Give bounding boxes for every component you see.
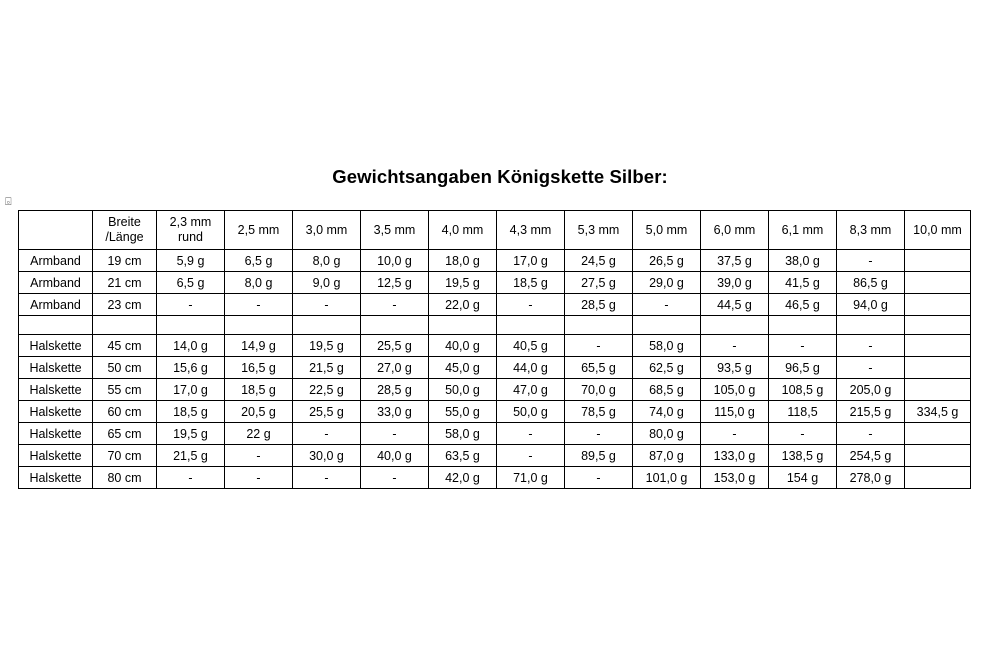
cell: 50,0 g [429,379,497,401]
cell: - [837,250,905,272]
header-col-12 [905,211,971,250]
cell: 22 g [225,423,293,445]
header-size-label [93,211,157,250]
header-col-11-line1: 8,3 mm [849,222,892,237]
cell: 19,5 g [157,423,225,445]
cell: 153,0 g [701,467,769,489]
cell: 44,0 g [497,357,565,379]
row-size: 45 cm [93,335,157,357]
cell: 105,0 g [701,379,769,401]
row-size: 23 cm [93,294,157,316]
header-col-12-line1: 10,0 mm [913,222,962,237]
cell: 101,0 g [633,467,701,489]
table-row [19,445,971,467]
cell: 47,0 g [497,379,565,401]
cell: 18,5 g [157,401,225,423]
cell [905,294,971,316]
table-row [19,379,971,401]
cell [361,316,429,335]
cell: 94,0 g [837,294,905,316]
cell: 71,0 g [497,467,565,489]
header-col-4 [361,211,429,250]
header-col-3 [293,211,361,250]
header-col-7 [565,211,633,250]
header-col-1-line1: 2,3 mm [169,215,212,229]
cell: 6,5 g [157,272,225,294]
cell [905,467,971,489]
row-type: Armband [19,272,93,294]
header-col-7-line1: 5,3 mm [577,222,620,237]
header-col-10 [769,211,837,250]
header-col-2 [225,211,293,250]
cell [225,316,293,335]
cell: - [769,423,837,445]
cell: 26,5 g [633,250,701,272]
cell: 93,5 g [701,357,769,379]
cell [905,335,971,357]
cell: 40,5 g [497,335,565,357]
header-col-10-line1: 6,1 mm [781,222,824,237]
header-col-11 [837,211,905,250]
cell: 70,0 g [565,379,633,401]
cell: 21,5 g [293,357,361,379]
row-type: Halskette [19,335,93,357]
cell: 278,0 g [837,467,905,489]
row-size: 60 cm [93,401,157,423]
cell: - [225,294,293,316]
cell: 17,0 g [497,250,565,272]
header-col-3-line1: 3,0 mm [305,222,348,237]
table-row [19,401,971,423]
cell: 254,5 g [837,445,905,467]
cell: 24,5 g [565,250,633,272]
cell: 40,0 g [429,335,497,357]
cell: 8,0 g [225,272,293,294]
cell: - [293,467,361,489]
cell: - [361,467,429,489]
header-col-6-line1: 4,3 mm [509,222,552,237]
cell: 10,0 g [361,250,429,272]
cell: 9,0 g [293,272,361,294]
cell: 40,0 g [361,445,429,467]
cell [769,316,837,335]
header-col-1-line2: rund [177,230,204,244]
cell: 45,0 g [429,357,497,379]
row-size: 50 cm [93,357,157,379]
cell [701,316,769,335]
row-type: Armband [19,294,93,316]
cell: 6,5 g [225,250,293,272]
cell: 29,0 g [633,272,701,294]
cell: 8,0 g [293,250,361,272]
cell [905,445,971,467]
row-size: 55 cm [93,379,157,401]
weights-table [18,210,971,489]
cell: 17,0 g [157,379,225,401]
table-spacer-row [19,316,971,335]
row-type: Halskette [19,379,93,401]
cell: 205,0 g [837,379,905,401]
cell: 154 g [769,467,837,489]
header-col-5-line1: 4,0 mm [441,222,484,237]
row-type: Halskette [19,467,93,489]
cell: 16,5 g [225,357,293,379]
cell: 19,5 g [429,272,497,294]
cell: 86,5 g [837,272,905,294]
cell: 28,5 g [361,379,429,401]
row-type [19,316,93,335]
cell: 58,0 g [429,423,497,445]
cell [905,423,971,445]
row-type: Halskette [19,401,93,423]
cell: 115,0 g [701,401,769,423]
cell: 138,5 g [769,445,837,467]
cell: 108,5 g [769,379,837,401]
header-size-line1: Breite [108,215,141,229]
cell: 15,6 g [157,357,225,379]
header-col-4-line1: 3,5 mm [373,222,416,237]
cell: 14,0 g [157,335,225,357]
row-size: 65 cm [93,423,157,445]
cell: - [293,294,361,316]
table-row [19,423,971,445]
cell [429,316,497,335]
cell [497,316,565,335]
cell: 96,5 g [769,357,837,379]
header-col-8-line1: 5,0 mm [645,222,688,237]
cell: 80,0 g [633,423,701,445]
cell: 18,5 g [497,272,565,294]
cell: 12,5 g [361,272,429,294]
cell [905,272,971,294]
cell: 38,0 g [769,250,837,272]
cell: 30,0 g [293,445,361,467]
row-size: 80 cm [93,467,157,489]
cell: 44,5 g [701,294,769,316]
cell: 118,5 [769,401,837,423]
cell: - [497,423,565,445]
header-size-line2: /Länge [105,230,144,244]
cell: 62,5 g [633,357,701,379]
cell: 87,0 g [633,445,701,467]
table-row [19,294,971,316]
cell [293,316,361,335]
cell: - [225,445,293,467]
table-row [19,467,971,489]
cell [905,379,971,401]
cell: 65,5 g [565,357,633,379]
header-col-1 [157,211,225,250]
cell: 58,0 g [633,335,701,357]
cell: 133,0 g [701,445,769,467]
cell: 22,5 g [293,379,361,401]
cell: 215,5 g [837,401,905,423]
cell: - [497,445,565,467]
cell: - [701,423,769,445]
header-corner-blank [19,211,93,250]
header-col-5 [429,211,497,250]
cell: 50,0 g [497,401,565,423]
table-row [19,272,971,294]
cell: 89,5 g [565,445,633,467]
cell: 22,0 g [429,294,497,316]
cell: 37,5 g [701,250,769,272]
cell: - [837,357,905,379]
row-type: Halskette [19,423,93,445]
cell: - [633,294,701,316]
cell: 27,5 g [565,272,633,294]
cell: 19,5 g [293,335,361,357]
cell [633,316,701,335]
cell [157,316,225,335]
header-col-8 [633,211,701,250]
cell: - [293,423,361,445]
row-type: Halskette [19,445,93,467]
cell: 25,5 g [361,335,429,357]
cell: - [157,294,225,316]
cell: 78,5 g [565,401,633,423]
cell: 63,5 g [429,445,497,467]
cell: - [769,335,837,357]
cell: 68,5 g [633,379,701,401]
header-col-6 [497,211,565,250]
cell: - [361,294,429,316]
cell: 18,5 g [225,379,293,401]
page-title: Gewichtsangaben Königskette Silber: [332,166,668,187]
cell: 21,5 g [157,445,225,467]
cell: - [565,423,633,445]
row-type: Armband [19,250,93,272]
cell: 18,0 g [429,250,497,272]
cell: 14,9 g [225,335,293,357]
cell: - [565,467,633,489]
cell: - [225,467,293,489]
table-row [19,357,971,379]
cell: - [837,423,905,445]
cell: 55,0 g [429,401,497,423]
cell: - [837,335,905,357]
move-handle-icon[interactable]: ⌻ [5,195,12,208]
cell [565,316,633,335]
cell: 46,5 g [769,294,837,316]
cell: 39,0 g [701,272,769,294]
table-header-row [19,211,971,250]
cell: - [361,423,429,445]
header-col-2-line1: 2,5 mm [237,222,280,237]
cell: 334,5 g [905,401,971,423]
row-size: 21 cm [93,272,157,294]
cell: 41,5 g [769,272,837,294]
table-row [19,250,971,272]
cell [905,250,971,272]
cell: - [497,294,565,316]
table-row [19,335,971,357]
row-type: Halskette [19,357,93,379]
header-col-9 [701,211,769,250]
cell [837,316,905,335]
row-size [93,316,157,335]
cell: 20,5 g [225,401,293,423]
cell: 28,5 g [565,294,633,316]
cell: - [157,467,225,489]
cell [905,357,971,379]
cell: 27,0 g [361,357,429,379]
cell: 25,5 g [293,401,361,423]
cell: 42,0 g [429,467,497,489]
cell: 33,0 g [361,401,429,423]
row-size: 19 cm [93,250,157,272]
cell [905,316,971,335]
row-size: 70 cm [93,445,157,467]
cell: - [701,335,769,357]
cell: - [565,335,633,357]
header-col-9-line1: 6,0 mm [713,222,756,237]
cell: 5,9 g [157,250,225,272]
cell: 74,0 g [633,401,701,423]
